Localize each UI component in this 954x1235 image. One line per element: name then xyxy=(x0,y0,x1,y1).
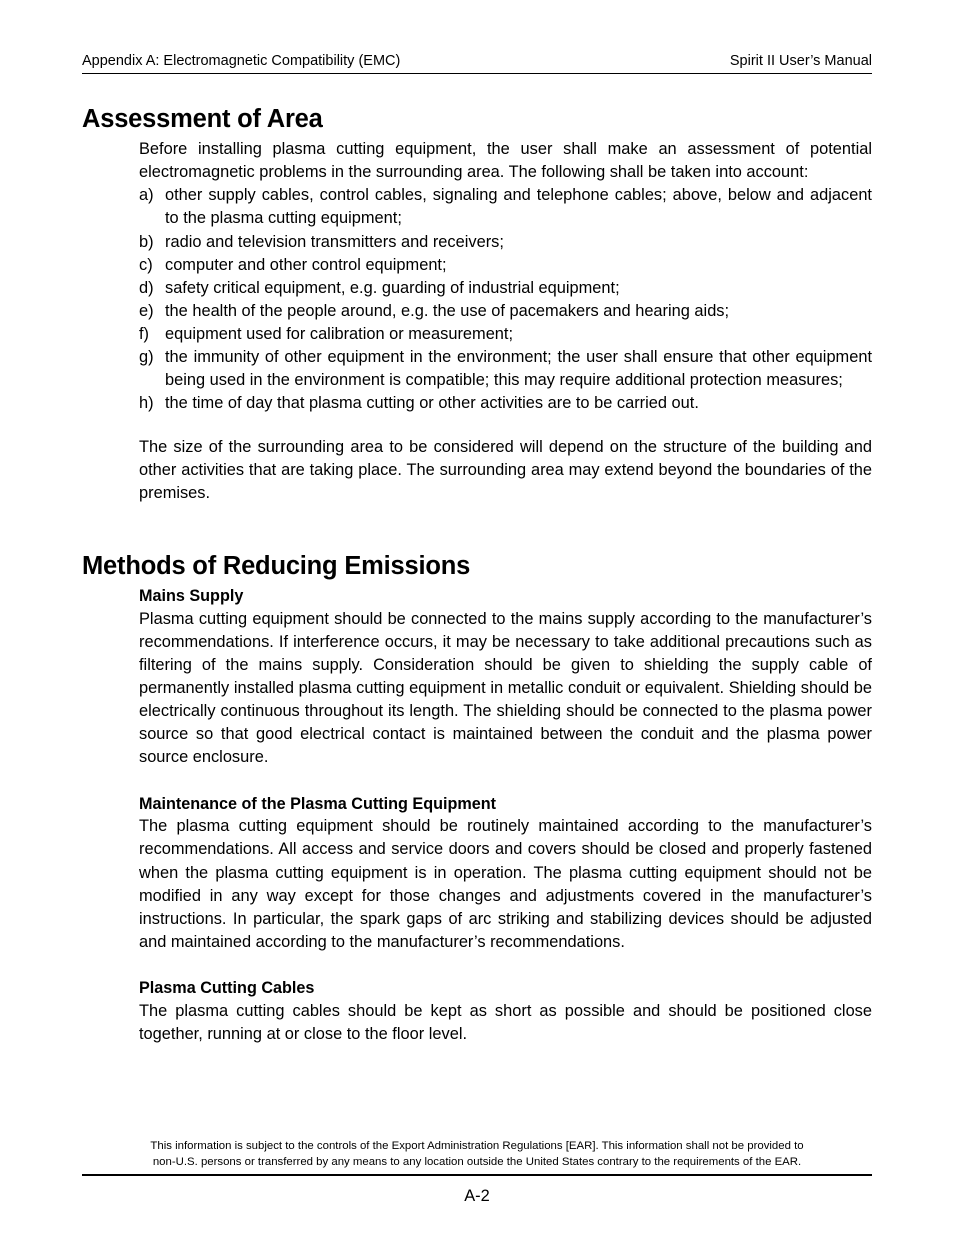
section-title-methods-of-reducing-emissions: Methods of Reducing Emissions xyxy=(82,551,471,580)
list-item-marker: e) xyxy=(139,301,154,320)
list-item-text: radio and television transmitters and receivers; xyxy=(165,232,504,251)
subsection-body-plasma-cutting-cables: The plasma cutting cables should be kept as short as possible and should be positioned close together, running at or close to the floor level. xyxy=(139,1001,872,1043)
list-item-marker: a) xyxy=(139,186,154,205)
list-item-text: safety critical equipment, e.g. guarding of industrial equipment; xyxy=(165,278,620,297)
list-item-marker: g) xyxy=(139,348,154,367)
list-item-marker: d) xyxy=(139,278,154,297)
header-appendix-label: Appendix A: Electromagnetic Compatibility (EMC) xyxy=(82,53,401,69)
list-item-marker: c) xyxy=(139,255,153,274)
assessment-considerations-list xyxy=(139,184,872,415)
list-item xyxy=(139,346,872,392)
export-control-notice xyxy=(82,1138,872,1176)
export-control-notice-line-1: This information is subject to the controls of the Export Administration Regulations [EAR]. This information shall not be provided to xyxy=(150,1140,804,1152)
list-item-text: the immunity of other equipment in the environment; the user shall ensure that other equipment being used in the environment is compatible; this may require additional protection measures; xyxy=(165,348,872,390)
subsection-heading-plasma-cutting-cables: Plasma Cutting Cables xyxy=(139,979,315,997)
assessment-intro-paragraph: Before installing plasma cutting equipment, the user shall make an assessment of potential electromagnetic problems in the surrounding area. The following shall be taken into account: xyxy=(139,140,872,182)
subsection-heading-maintenance: Maintenance of the Plasma Cutting Equipment xyxy=(139,794,497,813)
list-item xyxy=(139,392,872,415)
list-item-marker: b) xyxy=(139,232,154,251)
list-item-marker: f) xyxy=(139,325,150,344)
subsection-body-mains-supply: Plasma cutting equipment should be connected to the mains supply according to the manufacturer’s recommendations. If interference occurs, it may be necessary to take additional precautions such as filtering of the mains supply. Consideration should be given to shielding the supply cable of permanently installed plasma cutting equipment in metallic conduit or equivalent. Shielding should be electrically continuous throughout its length. The shielding should be connected to the plasma power source so that good electrical contact is maintained between the conduit and the plasma power source enclosure. xyxy=(139,609,872,767)
page-content xyxy=(82,104,872,1046)
running-header xyxy=(82,52,872,74)
page-number: A-2 xyxy=(464,1187,490,1206)
subsection-heading-mains-supply: Mains Supply xyxy=(139,587,244,606)
methods-body xyxy=(139,585,872,1046)
list-item-text: equipment used for calibration or measurement; xyxy=(165,325,514,344)
list-item xyxy=(139,300,872,323)
list-item-text: computer and other control equipment; xyxy=(165,255,447,274)
list-item-marker: h) xyxy=(139,394,154,413)
header-manual-title: Spirit II User’s Manual xyxy=(729,53,872,69)
subsection-body-maintenance: The plasma cutting equipment should be routinely maintained according to the manufacturer’s recommendations. All access and service doors and covers should be closed and properly fastened when the plasma cutting equipment is in operation. The plasma cutting equipment should not be modified in any way except for those changes and adjustments covered in the manufacturer’s instructions. In particular, the spark gaps of arc striking and stabilizing devices should be adjusted and maintained according to the manufacturer’s recommendations. xyxy=(139,817,872,951)
assessment-closing-paragraph: The size of the surrounding area to be considered will depend on the structure of the building and other activities that are taking place. The surrounding area may extend beyond the boundaries of the premises. xyxy=(139,437,872,502)
export-control-notice-line-2: non-U.S. persons or transferred by any means to any location outside the United States contrary to the requirements of the EAR. xyxy=(152,1156,802,1169)
list-item xyxy=(139,277,872,300)
section-title-assessment-of-area: Assessment of Area xyxy=(82,105,323,133)
list-item-text: the time of day that plasma cutting or other activities are to be carried out. xyxy=(165,394,699,413)
list-item xyxy=(139,184,872,230)
list-item xyxy=(139,254,872,277)
list-item xyxy=(139,231,872,254)
list-item-text: other supply cables, control cables, signaling and telephone cables; above, below and adjacent to the plasma cutting equipment; xyxy=(165,186,872,228)
list-item xyxy=(139,323,872,346)
list-item-text: the health of the people around, e.g. the use of pacemakers and hearing aids; xyxy=(165,301,730,320)
assessment-body xyxy=(139,138,872,505)
page-footer xyxy=(82,1138,872,1206)
